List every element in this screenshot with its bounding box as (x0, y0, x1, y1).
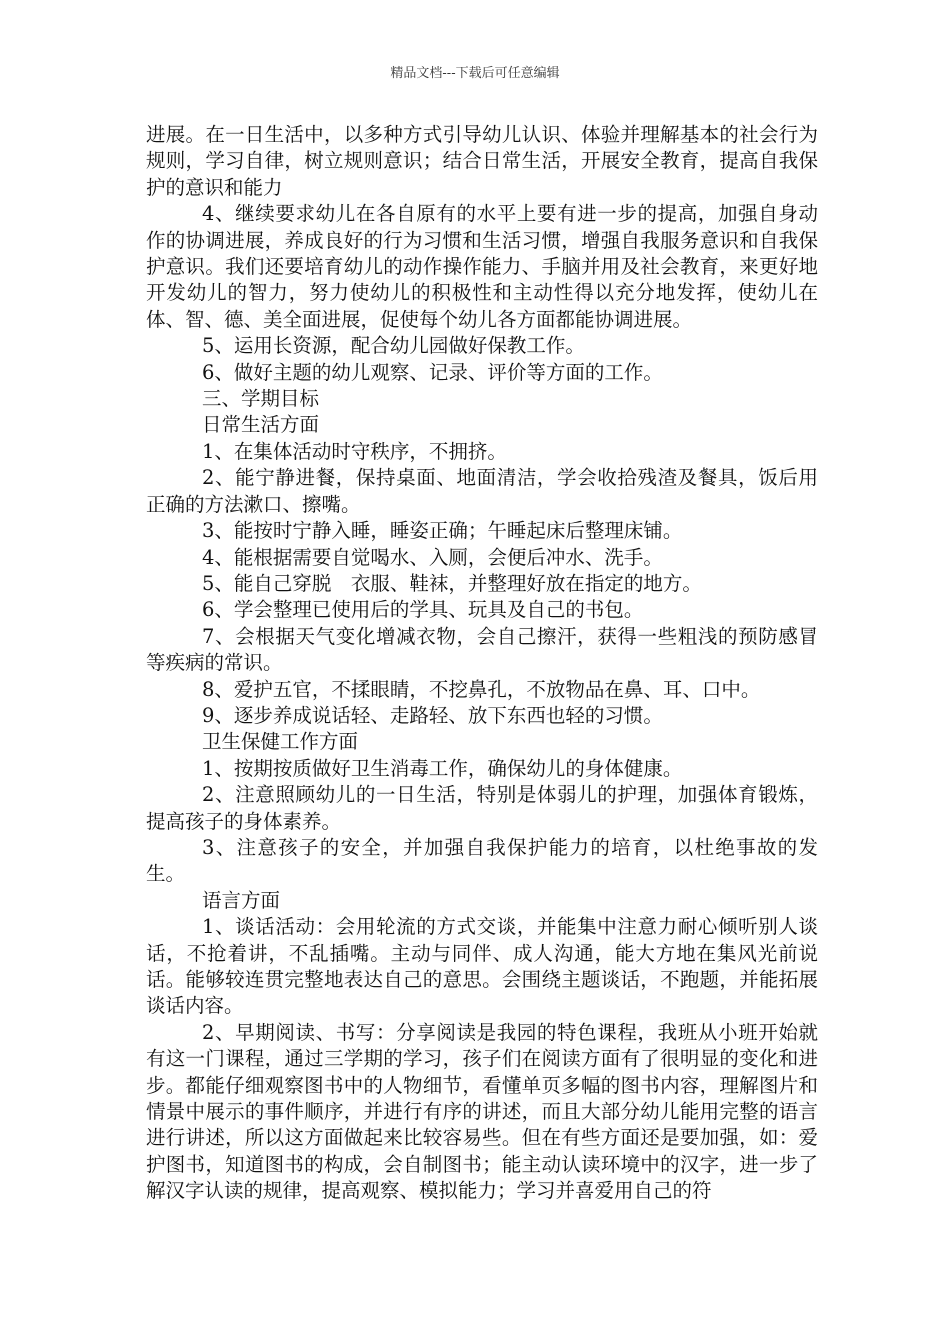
list-item: 5、能自己穿脱 衣服、鞋袜，并整理好放在指定的地方。 (202, 571, 702, 595)
document-body (146, 122, 818, 1205)
list-item: 1、按期按质做好卫生消毒工作，确保幼儿的身体健康。 (202, 756, 683, 780)
list-item: 8、爱护五官，不揉眼睛，不挖鼻孔，不放物品在鼻、耳、口中。 (202, 677, 761, 701)
list-item: 9、逐步养成说话轻、走路轻、放下东西也轻的习惯。 (202, 703, 663, 727)
list-item: 3、能按时宁静入睡，睡姿正确；午睡起床后整理床铺。 (202, 519, 683, 543)
list-item: 1、在集体活动时守秩序，不拥挤。 (202, 439, 507, 463)
list-item: 1、谈话活动：会用轮流的方式交谈，并能集中注意力耐心倾听别人谈话，不抢着讲，不乱插嘴。主动与同伴、成人沟通，能大方地在集风光前说话。能够较连贯完整地表达自己的意思。会围绕主题谈话，不跑题，并能拓展谈话内容。 (146, 915, 818, 1018)
list-item: 7、会根据天气变化增减衣物，会自己擦汗，获得一些粗浅的预防感冒等疾病的常识。 (146, 624, 818, 675)
list-item: 2、能宁静进餐，保持桌面、地面清洁，学会收拾残渣及餐具，饭后用正确的方法漱口、擦嘴。 (146, 466, 818, 516)
list-item: 6、学会整理已使用后的学具、玩具及自己的书包。 (202, 598, 644, 622)
list-item: 3、注意孩子的安全，并加强自我保护能力的培育，以杜绝事故的发生。 (146, 835, 818, 886)
list-item: 2、早期阅读、书写：分享阅读是我园的特色课程，我班从小班开始就有这一门课程，通过三学期的学习，孩子们在阅读方面有了很明显的变化和进步。都能仔细观察图书中的人物细节，看懂单页多幅的图书内容，理解图片和情景中展示的事件顺序，并进行有序的讲述，而且大部分幼儿能用完整的语言进行讲述，所以这方面做起来比较容易些。但在有些方面还是要加强，如：爱护图书，知道图书的构成，会自制图书；能主动认读环境中的汉字，进一步了解汉字认读的规律，提高观察、模拟能力；学习并喜爱用自己的符 (146, 1020, 818, 1203)
page-header: 精品文档---下载后可任意编辑 (390, 66, 560, 81)
paragraph: 进展。在一日生活中，以多种方式引导幼儿认识、体验并理解基本的社会行为规则，学习自律，树立规则意识；结合日常生活，开展安全教育，提高自我保护的意识和能力 (146, 123, 818, 199)
subsection-heading: 卫生保健工作方面 (202, 730, 359, 754)
list-item: 4、能根据需要自觉喝水、入厕，会便后冲水、洗手。 (202, 545, 663, 569)
paragraph: 4、继续要求幼儿在各自原有的水平上要有进一步的提高，加强自身动作的协调进展，养成良好的行为习惯和生活习惯，增强自我服务意识和自我保护意识。我们还要培育幼儿的动作操作能力、手脑并用及社会教育，来更好地开发幼儿的智力，努力使幼儿的积极性和主动性得以充分地发挥，使幼儿在体、智、德、美全面进展，促使每个幼儿各方面都能协调进展。 (146, 202, 818, 331)
section-heading: 三、学期目标 (202, 387, 320, 411)
list-item: 2、注意照顾幼儿的一日生活，特别是体弱儿的护理，加强体育锻炼，提高孩子的身体素养。 (146, 783, 818, 833)
subsection-heading: 语言方面 (202, 888, 281, 912)
paragraph: 5、运用长资源，配合幼儿园做好保教工作。 (202, 334, 585, 358)
paragraph: 6、做好主题的幼儿观察、记录、评价等方面的工作。 (202, 360, 663, 384)
subsection-heading: 日常生活方面 (202, 413, 320, 437)
